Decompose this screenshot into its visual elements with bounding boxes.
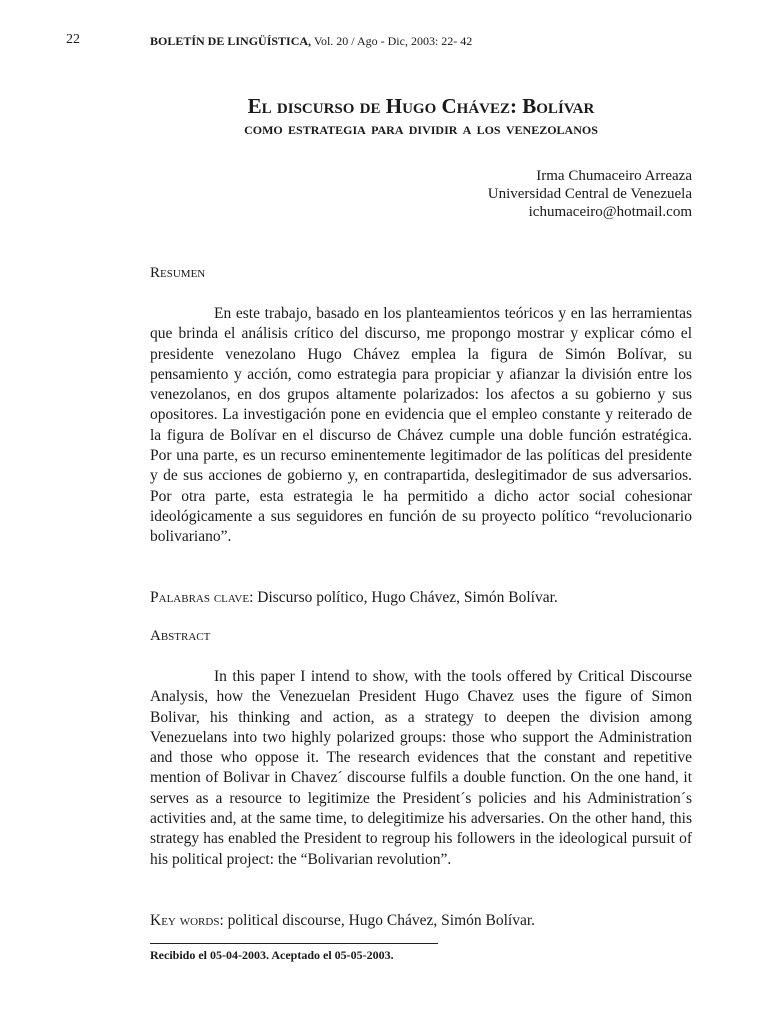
footnote-rule: [150, 943, 438, 944]
author-affiliation: Universidad Central de Venezuela: [487, 186, 692, 202]
key-words-label: Key words:: [150, 912, 224, 929]
palabras-clave-text: Discurso político, Hugo Chávez, Simón Bolívar.: [253, 589, 558, 606]
abstract-heading: Abstract: [150, 628, 211, 644]
journal-name: BOLETÍN DE LINGÜÍSTICA,: [150, 34, 312, 48]
page-number: 22: [66, 32, 80, 47]
key-words: [150, 912, 692, 930]
abstract-paragraph: In this paper I intend to show, with the tools offered by Critical Discourse Analysis, how the Venezuelan President Hugo Chavez uses the figure of Simon Bolivar, his thinking and action, as a strategy to deepen the division among Venezuelans into two highly polarized groups: those who support the Administration and those who oppose it. The research evidences that the constant and repetitive mention of Bolivar in Chavez´ discourse fulfils a double function. On the one hand, it serves as a resource to legitimize the President´s policies and his Administration´s activities and, at the same time, to delegitimize his adversaries. On the other hand, this strategy has enabled the President to regroup his followers in the ideological pursuit of his political project: the “Bolivarian revolution”.: [150, 668, 692, 868]
resumen-heading: Resumen: [150, 265, 206, 281]
author-name: Irma Chumaceiro Arreaza: [536, 168, 692, 184]
footnote-received-accepted: Recibido el 05-04-2003. Aceptado el 05-05-2003.: [150, 948, 394, 962]
author-block: [488, 167, 692, 221]
palabras-clave: [150, 589, 692, 607]
key-words-text: political discourse, Hugo Chávez, Simón Bolívar.: [223, 912, 536, 929]
running-head: [150, 34, 472, 49]
journal-info: Vol. 20 / Ago - Dic, 2003: 22- 42: [311, 34, 473, 48]
palabras-clave-label: Palabras clave:: [150, 589, 254, 606]
resumen-paragraph: En este trabajo, basado en los planteamientos teóricos y en las herramientas que brinda el análisis crítico del discurso, me propongo mostrar y explicar cómo el presidente venezolano Hugo Chávez emplea la figura de Simón Bolívar, su pensamiento y acción, como estrategia para propiciar y afianzar la división entre los venezolanos, en dos grupos altamente polarizados: los afectos a su gobierno y sus opositores. La investigación pone en evidencia que el empleo constante y reiterado de la figura de Bolívar en el discurso de Chávez cumple una doble función estratégica. Por una parte, es un recurso eminentemente legitimador de las políticas del presidente y de sus acciones de gobierno y, en contrapartida, deslegitimador de sus adversarios. Por otra parte, esta estrategia le ha permitido a dicho actor social cohesionar ideológicamente a sus seguidores en función de su proyecto político “revolucionario bolivariano”.: [150, 305, 692, 546]
article-subtitle: como estrategia para dividir a los venezolanos: [244, 119, 598, 138]
author-email: ichumaceiro@hotmail.com: [528, 204, 692, 220]
article-title: El discurso de Hugo Chávez: Bolívar: [247, 94, 595, 118]
